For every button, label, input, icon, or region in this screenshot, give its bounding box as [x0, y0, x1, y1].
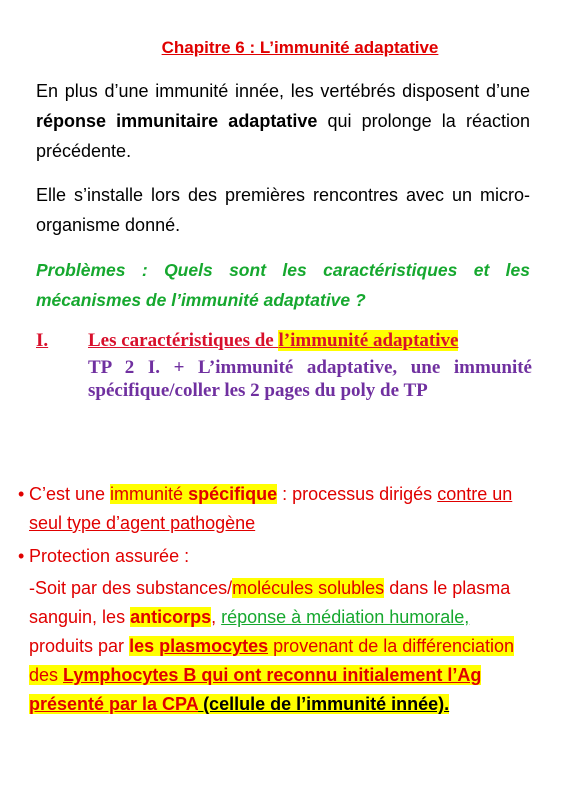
intro-paragraph-1	[36, 76, 530, 166]
d-s6: réponse à médiation humorale,	[221, 607, 470, 627]
d-s5: ,	[211, 607, 222, 627]
d-s3: dans le plasma sanguin, les	[29, 578, 511, 627]
bullet-specificity-text	[29, 480, 519, 538]
d-s1: -Soit par des substances/	[29, 578, 233, 598]
b1-text-a: C’est une	[29, 484, 111, 504]
chapter-title: Chapitre 6 : L’immunité adaptative	[161, 38, 439, 57]
d-s12: Lymphocytes B qui ont reconnu initialement l’Ag présenté par la CPA	[29, 665, 482, 714]
section-title-start: Les caractéristiques de	[88, 330, 279, 351]
b1-text-b: : processus dirigés	[277, 484, 438, 504]
intro-emphasis: réponse immunitaire adaptative	[36, 111, 318, 131]
b1-highlight-b: spécifique	[188, 484, 278, 504]
intro-text: En plus d’une immunité innée, les vertébrés disposent d’une	[36, 81, 530, 101]
d-s7: produits par	[29, 636, 130, 656]
bullet-marker: •	[18, 546, 25, 566]
section-number: I.	[36, 330, 49, 351]
tp-instruction: TP 2 I. + L’immunité adaptative, une immunité spécifique/coller les 2 pages du poly de TP	[88, 357, 532, 401]
problem-statement: Problèmes : Quels sont les caractéristiques et les mécanismes de l’immunité adaptative ?	[36, 260, 530, 310]
bullet-protection-label: Protection assurée :	[29, 546, 190, 566]
section-title-highlight: l’immunité adaptative	[278, 330, 459, 351]
b1-highlight-a: immunité	[110, 484, 189, 504]
d-s4: anticorps	[130, 607, 212, 627]
d-s11: provenant de la différenciation des	[29, 636, 515, 685]
b1-underline: contre un seul type d’agent pathogène	[29, 484, 513, 533]
d-s8: les	[129, 636, 155, 656]
d-s13: (cellule de l’immunité innée).	[198, 694, 450, 714]
bullet-marker: •	[18, 484, 25, 504]
intro-paragraph-2: Elle s’installe lors des premières rencontres avec un micro-organisme donné.	[36, 185, 530, 235]
d-s10: plasmocytes	[159, 636, 269, 656]
intro-text-end: qui prolonge la réaction précédente.	[36, 111, 530, 161]
section-title	[88, 330, 458, 352]
protection-detail	[29, 574, 531, 719]
d-s2: molécules solubles	[232, 578, 385, 598]
